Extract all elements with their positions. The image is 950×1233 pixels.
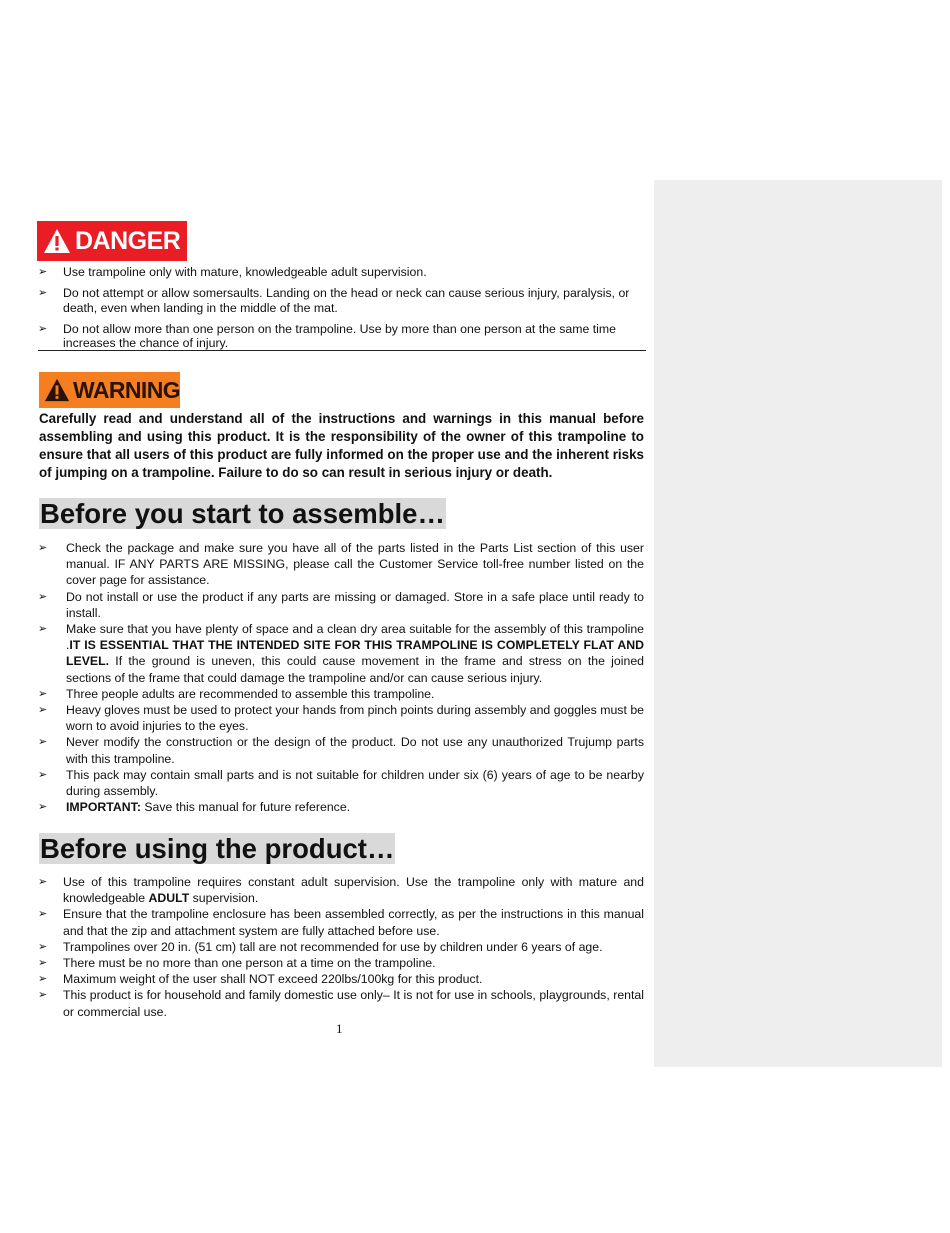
list-item: ➢ Check the package and make sure you have all of the parts listed in the Parts List section of this user manual. IF ANY PARTS ARE MISSING, please call the Customer Service toll-free number listed on the cover page for assistance.	[38, 541, 644, 588]
list-item: ➢ IMPORTANT: Save this manual for future reference.	[38, 800, 351, 815]
bullet-arrow-icon: ➢	[38, 322, 48, 335]
list-item: ➢ Maximum weight of the user shall NOT exceed 220lbs/100kg for this product.	[38, 972, 483, 987]
list-item: ➢ Ensure that the trampoline enclosure has been assembled correctly, as per the instructions in this manual and that the zip and attachment system are fully attached before use.	[38, 907, 644, 938]
section-heading-using: Before using the product…	[40, 833, 395, 864]
bullet-arrow-icon: ➢	[38, 989, 48, 1002]
warning-label: WARNING	[73, 376, 180, 403]
bullet-arrow-icon: ➢	[38, 908, 48, 921]
bullet-arrow-icon: ➢	[38, 736, 48, 749]
divider	[38, 350, 646, 351]
warning-paragraph: Carefully read and understand all of the instructions and warnings in this manual before assembling and using this product. It is the responsibility of the owner of this trampoline to ensure that all users of this product are fully informed on the proper use and the inherent risks of jumping on a trampoline. Failure to do so can result in serious injury or death.	[39, 411, 644, 480]
list-item: ➢ Heavy gloves must be used to protect your hands from pinch points during assembly and goggles must be worn to avoid injuries to the eyes.	[38, 703, 644, 734]
warning-badge	[39, 372, 180, 408]
bullet-arrow-icon: ➢	[38, 801, 48, 814]
danger-badge	[37, 221, 187, 261]
warning-triangle-icon	[44, 377, 70, 403]
list-item: ➢ Three people adults are recommended to assemble this trampoline.	[38, 686, 435, 701]
list-item: ➢ Do not allow more than one person on the trampoline. Use by more than one person at the same time increases the chance of injury.	[38, 321, 616, 350]
bullet-arrow-icon: ➢	[38, 973, 48, 986]
bullet-arrow-icon: ➢	[38, 768, 48, 781]
danger-label: DANGER	[75, 226, 181, 255]
list-item: ➢ Trampolines over 20 in. (51 cm) tall are not recommended for use by children under 6 years of age.	[38, 939, 603, 954]
list-item: ➢ This product is for household and family domestic use only– It is not for use in schools, playgrounds, rental or commercial use.	[38, 988, 644, 1019]
list-item: ➢ Never modify the construction or the design of the product. Do not use any unauthorized Trujump parts with this trampoline.	[38, 735, 644, 766]
bullet-arrow-icon: ➢	[38, 957, 48, 970]
bullet-arrow-icon: ➢	[38, 940, 48, 953]
bullet-arrow-icon: ➢	[38, 590, 48, 603]
bullet-arrow-icon: ➢	[38, 687, 48, 700]
page-number: 1	[336, 1021, 343, 1036]
list-item: ➢ There must be no more than one person at a time on the trampoline.	[38, 956, 436, 971]
bullet-arrow-icon: ➢	[38, 287, 48, 299]
list-item: ➢ Use of this trampoline requires constant adult supervision. Use the trampoline only with mature and knowledgeable ADULT supervision.	[38, 875, 644, 906]
bullet-arrow-icon: ➢	[38, 704, 48, 717]
side-panel	[654, 180, 942, 1067]
bullet-arrow-icon: ➢	[38, 266, 48, 278]
list-item: ➢ This pack may contain small parts and is not suitable for children under six (6) years of age to be nearby during assembly.	[38, 767, 644, 799]
list-item: ➢ Make sure that you have plenty of space and a clean dry area suitable for the assembly of this trampoline .IT IS ESSENTIAL THAT THE INTENDED SITE FOR THIS TRAMPOLINE IS COMPLETELY FLAT AND LEVEL. If the ground is uneven, this could cause movement in the frame and stress on the joined sections of the frame that could damage the trampoline and/or can cause serious injury.	[38, 622, 644, 685]
bullet-arrow-icon: ➢	[38, 876, 48, 888]
bullet-arrow-icon: ➢	[38, 542, 48, 554]
warning-triangle-icon	[43, 228, 71, 254]
bullet-arrow-icon: ➢	[38, 623, 48, 636]
list-item: ➢ Do not install or use the product if any parts are missing or damaged. Store in a safe place until ready to install.	[38, 589, 644, 620]
section-heading-assemble: Before you start to assemble…	[40, 498, 445, 529]
danger-list	[38, 265, 646, 357]
assemble-list	[38, 540, 644, 815]
list-item: ➢ Do not attempt or allow somersaults. Landing on the head or neck can cause serious injury, paralysis, or death, even when landing in the middle of the mat.	[38, 286, 630, 315]
using-list	[38, 874, 644, 1020]
list-item: ➢ Use trampoline only with mature, knowledgeable adult supervision.	[38, 265, 427, 279]
